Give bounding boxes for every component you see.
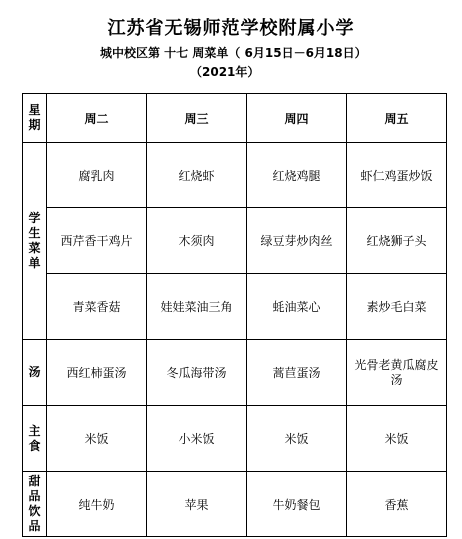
dish-cell: 西芹香干鸡片 [47,208,147,274]
dessert-cell: 纯牛奶 [47,472,147,537]
dish-cell: 腐乳肉 [47,143,147,208]
year-label: （2021年） [190,65,260,79]
staple-cell: 米饭 [247,406,347,472]
dessert-cell: 苹果 [147,472,247,537]
menu-table [22,93,447,537]
dessert-cell: 牛奶餐包 [247,472,347,537]
header-row [23,94,447,143]
week-subtitle: 城中校区第 十七 周菜单（ 6月15日－6月18日） [100,46,367,60]
dish-cell: 绿豆芽炒肉丝 [247,208,347,274]
day-header-fri: 周五 [347,94,447,143]
dish-cell: 虾仁鸡蛋炒饭 [347,143,447,208]
soup-cell: 蒿苣蛋汤 [247,340,347,406]
table-row [23,143,447,208]
dessert-row [23,472,447,537]
dish-cell: 红烧虾 [147,143,247,208]
dish-cell: 木须肉 [147,208,247,274]
soup-row [23,340,447,406]
corner-cell-weekday: 星 期 [23,94,47,143]
table-row [23,274,447,340]
dish-cell: 娃娃菜油三角 [147,274,247,340]
category-staple: 主 食 [23,406,47,472]
staple-cell: 米饭 [47,406,147,472]
soup-cell: 西红柿蛋汤 [47,340,147,406]
staple-row [23,406,447,472]
category-soup: 汤 [23,340,47,406]
dish-cell: 素炒毛白菜 [347,274,447,340]
day-header-thu: 周四 [247,94,347,143]
dish-cell: 红烧鸡腿 [247,143,347,208]
day-header-tue: 周二 [47,94,147,143]
category-dessert-drink: 甜 品 饮 品 [23,472,47,537]
dessert-cell: 香蕉 [347,472,447,537]
soup-cell: 光骨老黄瓜腐皮汤 [347,340,447,406]
dish-cell: 蚝油菜心 [247,274,347,340]
staple-cell: 米饭 [347,406,447,472]
dish-cell: 红烧狮子头 [347,208,447,274]
day-header-wed: 周三 [147,94,247,143]
dish-cell: 青菜香菇 [47,274,147,340]
school-title: 江苏省无锡师范学校附属小学 [107,18,355,39]
staple-cell: 小米饭 [147,406,247,472]
table-row [23,208,447,274]
soup-cell: 冬瓜海带汤 [147,340,247,406]
category-student-menu: 学 生 菜 单 [23,143,47,340]
